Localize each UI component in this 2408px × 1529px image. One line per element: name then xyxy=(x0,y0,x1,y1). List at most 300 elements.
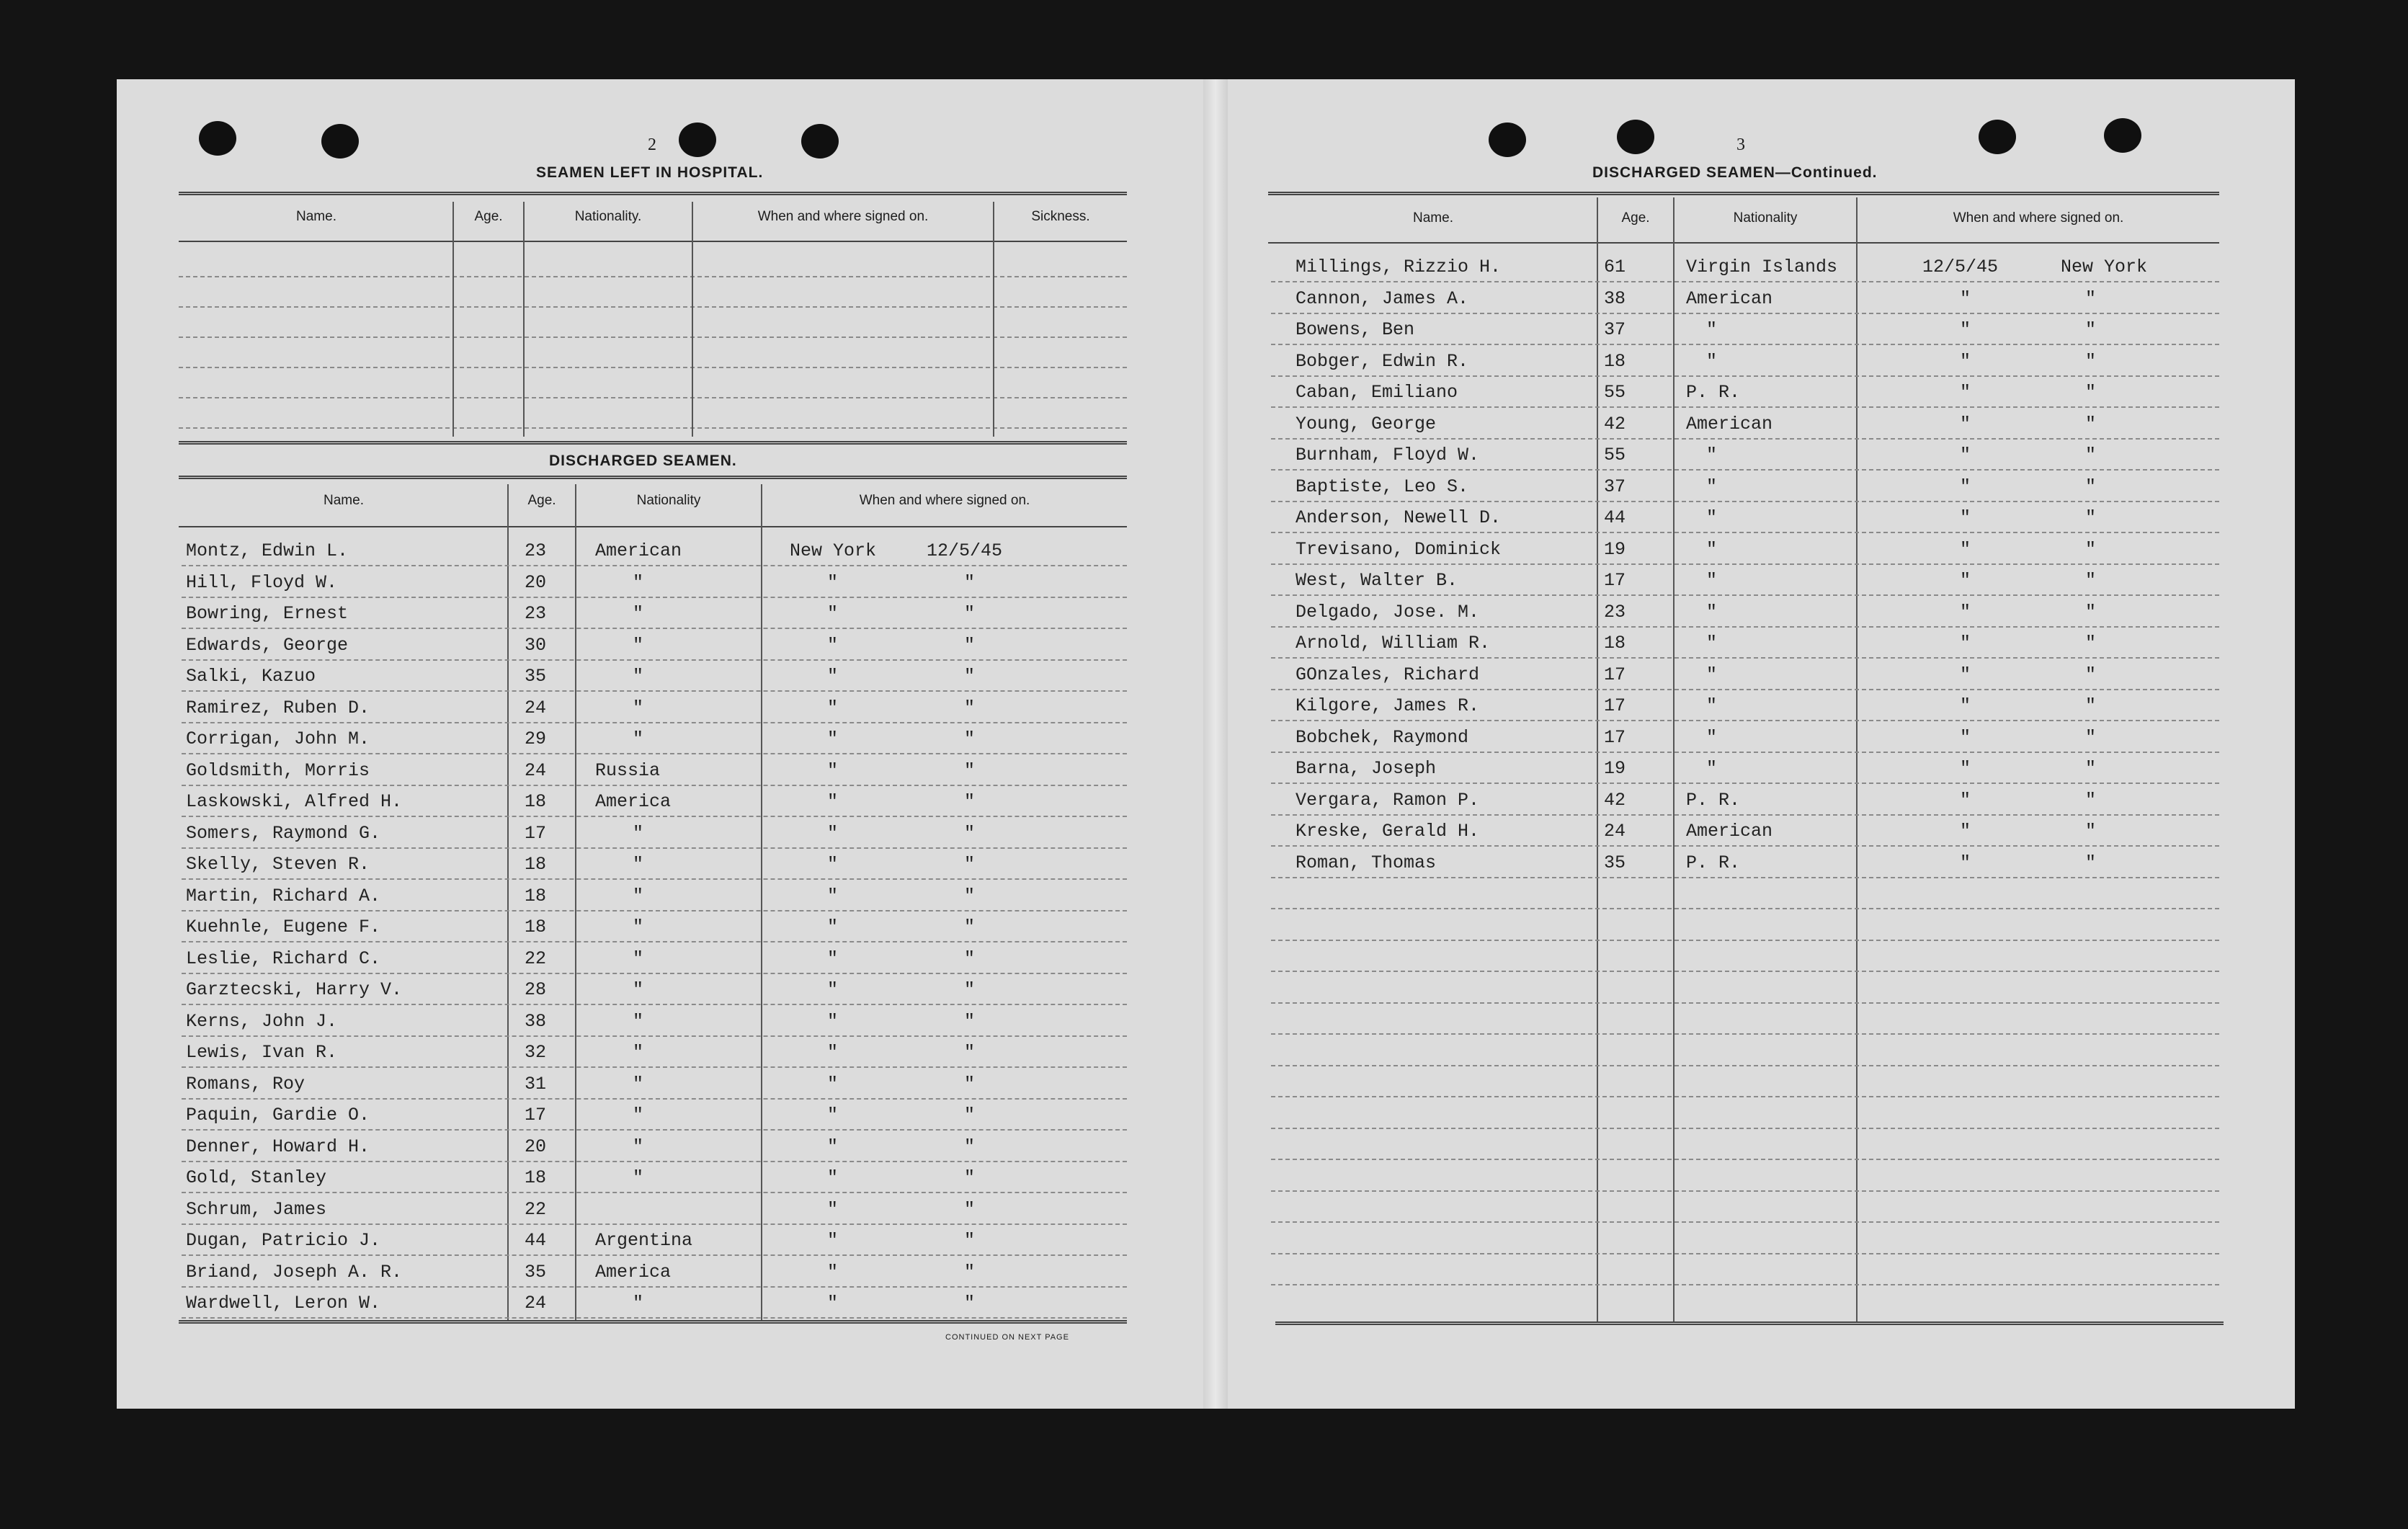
seaman-age: 37 xyxy=(1604,476,1626,497)
seaman-name: Bowring, Ernest xyxy=(186,603,349,624)
seaman-nationality: American xyxy=(1686,414,1773,434)
seaman-name: Ramirez, Ruben D. xyxy=(186,697,370,718)
seaman-name: Garztecski, Harry V. xyxy=(186,979,403,1000)
signed-on-where: " xyxy=(827,1011,839,1032)
continued-section-title: DISCHARGED SEAMEN—Continued. xyxy=(1592,164,1878,181)
seaman-age: 24 xyxy=(1604,821,1626,842)
hospital-row-line xyxy=(179,276,1127,277)
seaman-name: Anderson, Newell D. xyxy=(1296,507,1502,528)
seaman-age: 32 xyxy=(525,1042,547,1063)
blank-row-line xyxy=(1271,1033,2219,1035)
seaman-nationality: " xyxy=(1706,695,1718,716)
seaman-age: 17 xyxy=(1604,664,1626,685)
signed-on-where: " xyxy=(827,979,839,1000)
seaman-name: Bowens, Ben xyxy=(1296,319,1415,340)
signed-on-when: " xyxy=(964,760,976,781)
blank-row-line xyxy=(1271,908,2219,909)
seaman-age: 55 xyxy=(1604,382,1626,403)
table-row-line xyxy=(1271,501,2219,502)
signed-on-where: " xyxy=(827,948,839,969)
hospital-col-sickness: Sickness. xyxy=(1031,209,1090,224)
signed-on-where: " xyxy=(2085,351,2097,372)
seaman-name: Vergara, Ramon P. xyxy=(1296,790,1480,811)
seaman-nationality: P. R. xyxy=(1686,790,1741,811)
signed-on-where: " xyxy=(827,728,839,749)
signed-on-where: " xyxy=(827,1074,839,1095)
seaman-name: Kerns, John J. xyxy=(186,1011,338,1032)
signed-on-where: " xyxy=(827,635,839,656)
blank-row-line xyxy=(1271,1253,2219,1254)
discharged-top-rule xyxy=(179,476,1127,481)
seaman-name: Kuehnle, Eugene F. xyxy=(186,917,381,937)
signed-on-when: " xyxy=(1960,602,1971,623)
signed-on-where: New York xyxy=(790,540,877,561)
page-fold xyxy=(1203,79,1228,1409)
seaman-nationality: " xyxy=(1706,633,1718,654)
right-bottom-rule xyxy=(1275,1321,2224,1327)
seaman-nationality: " xyxy=(633,1105,644,1125)
seaman-name: Arnold, William R. xyxy=(1296,633,1491,654)
seaman-nationality: " xyxy=(633,1074,644,1095)
hospital-header-rule xyxy=(179,241,1127,242)
table-row-line xyxy=(182,690,1127,692)
seaman-name: West, Walter B. xyxy=(1296,570,1458,591)
seaman-age: 17 xyxy=(525,1105,547,1125)
seaman-age: 44 xyxy=(1604,507,1626,528)
seaman-nationality: " xyxy=(1706,507,1718,528)
seaman-name: Corrigan, John M. xyxy=(186,728,370,749)
signed-on-when: 12/5/45 xyxy=(927,540,1003,561)
table-row-line xyxy=(182,785,1127,786)
seaman-nationality: American xyxy=(595,540,682,561)
table-row-line xyxy=(1271,375,2219,377)
seaman-name: Gold, Stanley xyxy=(186,1167,327,1188)
seaman-name: Lewis, Ivan R. xyxy=(186,1042,338,1063)
signed-on-where: " xyxy=(2085,539,2097,560)
seaman-age: 19 xyxy=(1604,539,1626,560)
seaman-age: 28 xyxy=(525,979,547,1000)
punch-hole xyxy=(199,121,236,156)
seaman-name: Burnham, Floyd W. xyxy=(1296,445,1480,465)
blank-row-line xyxy=(1271,1190,2219,1192)
signed-on-when: " xyxy=(964,791,976,812)
table-row-line xyxy=(1271,783,2219,784)
hospital-col-divider xyxy=(523,202,525,437)
signed-on-where: " xyxy=(827,854,839,875)
seaman-name: Martin, Richard A. xyxy=(186,886,381,906)
seaman-nationality: " xyxy=(633,603,644,624)
signed-on-when: " xyxy=(964,1293,976,1314)
seaman-age: 24 xyxy=(525,1293,547,1314)
signed-on-when: 12/5/45 xyxy=(1922,257,1999,277)
signed-on-when: " xyxy=(1960,414,1971,434)
seaman-age: 42 xyxy=(1604,790,1626,811)
hospital-col-divider xyxy=(993,202,994,437)
seaman-name: Young, George xyxy=(1296,414,1437,434)
signed-on-when: " xyxy=(1960,695,1971,716)
signed-on-where: " xyxy=(827,1262,839,1283)
hospital-top-rule xyxy=(179,192,1127,197)
seaman-name: Cannon, James A. xyxy=(1296,288,1469,309)
signed-on-where: " xyxy=(2085,288,2097,309)
signed-on-where: " xyxy=(827,917,839,937)
seaman-nationality: " xyxy=(633,917,644,937)
discharged-col-nationality: Nationality xyxy=(636,493,701,508)
seaman-age: 24 xyxy=(525,760,547,781)
table-row-line xyxy=(1271,594,2219,596)
seaman-name: Schrum, James xyxy=(186,1199,327,1220)
discharged-bottom-rule xyxy=(179,1320,1127,1326)
signed-on-where: " xyxy=(827,1042,839,1063)
seaman-name: Roman, Thomas xyxy=(1296,852,1437,873)
seaman-nationality: " xyxy=(633,979,644,1000)
seaman-age: 20 xyxy=(525,1136,547,1157)
seaman-age: 24 xyxy=(525,697,547,718)
seaman-nationality: Virgin Islands xyxy=(1686,257,1838,277)
signed-on-where: " xyxy=(2085,507,2097,528)
hospital-col-nationality: Nationality. xyxy=(574,209,642,224)
signed-on-where: " xyxy=(827,603,839,624)
signed-on-where: " xyxy=(827,697,839,718)
hospital-bottom-rule xyxy=(179,441,1127,447)
right-top-rule xyxy=(1268,192,2219,197)
seaman-nationality: " xyxy=(633,1167,644,1188)
signed-on-when: " xyxy=(1960,790,1971,811)
seaman-name: GOnzales, Richard xyxy=(1296,664,1480,685)
seaman-name: Montz, Edwin L. xyxy=(186,540,349,561)
signed-on-when: " xyxy=(964,1167,976,1188)
discharged-section-title: DISCHARGED SEAMEN. xyxy=(549,453,737,469)
signed-on-where: " xyxy=(827,1136,839,1157)
table-row-line xyxy=(1271,626,2219,628)
blank-row-line xyxy=(1271,1002,2219,1004)
signed-on-when: " xyxy=(964,603,976,624)
discharged-col-signed-on: When and where signed on. xyxy=(859,493,1030,508)
seaman-name: Trevisano, Dominick xyxy=(1296,539,1502,560)
discharged-col-name: Name. xyxy=(324,493,364,508)
signed-on-when: " xyxy=(964,1105,976,1125)
seaman-nationality: " xyxy=(1706,727,1718,748)
seaman-age: 17 xyxy=(1604,570,1626,591)
signed-on-where: " xyxy=(2085,319,2097,340)
table-row-line xyxy=(182,659,1127,661)
hospital-section-title: SEAMEN LEFT IN HOSPITAL. xyxy=(536,164,764,181)
signed-on-where: " xyxy=(2085,664,2097,685)
seaman-name: Leslie, Richard C. xyxy=(186,948,381,969)
seaman-name: Romans, Roy xyxy=(186,1074,306,1095)
seaman-age: 18 xyxy=(1604,351,1626,372)
table-row-line xyxy=(1271,344,2219,345)
table-row-line xyxy=(182,973,1127,974)
seaman-nationality: " xyxy=(1706,602,1718,623)
signed-on-where: " xyxy=(2085,758,2097,779)
seaman-name: Edwards, George xyxy=(186,635,349,656)
table-row-line xyxy=(1271,689,2219,690)
seaman-name: Millings, Rizzio H. xyxy=(1296,257,1502,277)
seaman-nationality: P. R. xyxy=(1686,382,1741,403)
seaman-age: 18 xyxy=(525,1167,547,1188)
seaman-age: 19 xyxy=(1604,758,1626,779)
seaman-age: 18 xyxy=(525,854,547,875)
table-row-line xyxy=(182,1317,1127,1319)
seaman-nationality: " xyxy=(633,854,644,875)
signed-on-when: " xyxy=(964,572,976,593)
seaman-name: Wardwell, Leron W. xyxy=(186,1293,381,1314)
signed-on-where: " xyxy=(827,791,839,812)
right-header-rule xyxy=(1268,242,2219,244)
signed-on-where: " xyxy=(2085,727,2097,748)
seaman-age: 20 xyxy=(525,572,547,593)
table-row-line xyxy=(1271,563,2219,565)
seaman-name: Laskowski, Alfred H. xyxy=(186,791,403,812)
right-col-name: Name. xyxy=(1413,210,1453,226)
signed-on-when: " xyxy=(1960,633,1971,654)
seaman-nationality: " xyxy=(633,823,644,844)
table-row-line xyxy=(182,1286,1127,1288)
seaman-name: Hill, Floyd W. xyxy=(186,572,338,593)
seaman-nationality: " xyxy=(1706,351,1718,372)
seaman-nationality: " xyxy=(633,1293,644,1314)
seaman-nationality: " xyxy=(633,697,644,718)
table-row-line xyxy=(1271,532,2219,533)
seaman-nationality: " xyxy=(1706,319,1718,340)
signed-on-when: " xyxy=(1960,382,1971,403)
table-row-line xyxy=(182,816,1127,817)
signed-on-when: " xyxy=(964,728,976,749)
signed-on-where: " xyxy=(827,666,839,687)
seaman-nationality: Argentina xyxy=(595,1230,693,1251)
blank-row-line xyxy=(1271,1128,2219,1129)
seaman-name: Salki, Kazuo xyxy=(186,666,316,687)
seaman-age: 61 xyxy=(1604,257,1626,277)
table-row-line xyxy=(1271,313,2219,314)
blank-row-line xyxy=(1271,1284,2219,1285)
signed-on-when: " xyxy=(964,948,976,969)
signed-on-when: " xyxy=(964,1262,976,1283)
seaman-age: 55 xyxy=(1604,445,1626,465)
hospital-col-divider xyxy=(452,202,454,437)
punch-hole xyxy=(1489,122,1526,157)
seaman-nationality: " xyxy=(633,572,644,593)
signed-on-when: " xyxy=(964,635,976,656)
right-col-divider xyxy=(1856,197,1858,1321)
seaman-nationality: " xyxy=(633,728,644,749)
signed-on-when: " xyxy=(964,979,976,1000)
punch-hole xyxy=(1979,120,2016,154)
seaman-age: 29 xyxy=(525,728,547,749)
discharged-header-rule xyxy=(179,526,1127,527)
seaman-age: 38 xyxy=(1604,288,1626,309)
hospital-col-divider xyxy=(692,202,693,437)
table-row-line xyxy=(1271,281,2219,282)
seaman-nationality: " xyxy=(633,886,644,906)
signed-on-where: " xyxy=(827,1167,839,1188)
right-col-divider xyxy=(1673,197,1675,1321)
table-row-line xyxy=(182,1223,1127,1225)
punch-hole xyxy=(801,124,839,159)
seaman-nationality: " xyxy=(1706,758,1718,779)
signed-on-when: " xyxy=(1960,288,1971,309)
table-row-line xyxy=(182,878,1127,880)
signed-on-where: " xyxy=(2085,821,2097,842)
seaman-age: 35 xyxy=(1604,852,1626,873)
signed-on-where: " xyxy=(2085,570,2097,591)
seaman-nationality: America xyxy=(595,1262,672,1283)
seaman-age: 35 xyxy=(525,1262,547,1283)
seaman-age: 42 xyxy=(1604,414,1626,434)
seaman-name: Skelly, Steven R. xyxy=(186,854,370,875)
signed-on-when: " xyxy=(964,823,976,844)
signed-on-where: " xyxy=(827,572,839,593)
signed-on-where: " xyxy=(2085,382,2097,403)
blank-row-line xyxy=(1271,1221,2219,1223)
punch-hole xyxy=(321,124,359,159)
seaman-age: 35 xyxy=(525,666,547,687)
discharged-col-divider xyxy=(761,484,762,1320)
seaman-age: 18 xyxy=(525,886,547,906)
signed-on-when: " xyxy=(964,1230,976,1251)
signed-on-when: " xyxy=(964,1074,976,1095)
seaman-nationality: " xyxy=(633,1136,644,1157)
table-row-line xyxy=(182,565,1127,566)
seaman-name: Goldsmith, Morris xyxy=(186,760,370,781)
seaman-nationality: " xyxy=(633,635,644,656)
seaman-nationality: " xyxy=(1706,570,1718,591)
signed-on-where: New York xyxy=(2061,257,2148,277)
table-row-line xyxy=(1271,814,2219,816)
signed-on-when: " xyxy=(1960,445,1971,465)
punch-hole xyxy=(679,122,716,157)
seaman-nationality: " xyxy=(1706,539,1718,560)
seaman-name: Paquin, Gardie O. xyxy=(186,1105,370,1125)
right-col-age: Age. xyxy=(1621,210,1650,226)
table-row-line xyxy=(1271,845,2219,847)
signed-on-where: " xyxy=(2085,414,2097,434)
table-row-line xyxy=(182,1161,1127,1162)
table-row-line xyxy=(1271,657,2219,659)
seaman-name: Bobger, Edwin R. xyxy=(1296,351,1469,372)
signed-on-where: " xyxy=(827,1199,839,1220)
seaman-nationality: " xyxy=(633,666,644,687)
table-row-line xyxy=(1271,438,2219,440)
table-row-line xyxy=(1271,406,2219,408)
seaman-age: 22 xyxy=(525,948,547,969)
signed-on-when: " xyxy=(964,917,976,937)
signed-on-where: " xyxy=(827,1293,839,1314)
continued-note: CONTINUED ON NEXT PAGE xyxy=(945,1333,1069,1342)
discharged-col-divider xyxy=(575,484,576,1320)
seaman-nationality: " xyxy=(1706,664,1718,685)
table-row-line xyxy=(1271,469,2219,471)
punch-hole xyxy=(2104,118,2141,153)
hospital-col-age: Age. xyxy=(474,209,503,224)
table-row-line xyxy=(182,1035,1127,1037)
signed-on-where: " xyxy=(2085,602,2097,623)
seaman-age: 23 xyxy=(1604,602,1626,623)
table-row-line xyxy=(182,847,1127,849)
seaman-age: 38 xyxy=(525,1011,547,1032)
signed-on-when: " xyxy=(1960,507,1971,528)
seaman-age: 18 xyxy=(525,791,547,812)
seaman-name: Dugan, Patricio J. xyxy=(186,1230,381,1251)
seaman-nationality: " xyxy=(633,1011,644,1032)
signed-on-when: " xyxy=(1960,821,1971,842)
seaman-nationality: P. R. xyxy=(1686,852,1741,873)
seaman-age: 23 xyxy=(525,540,547,561)
punch-hole xyxy=(1617,120,1654,154)
blank-row-line xyxy=(1271,1096,2219,1097)
seaman-age: 22 xyxy=(525,1199,547,1220)
blank-row-line xyxy=(1271,1065,2219,1066)
signed-on-when: " xyxy=(964,1136,976,1157)
hospital-col-name: Name. xyxy=(296,209,336,224)
seaman-nationality: American xyxy=(1686,288,1773,309)
seaman-name: Bobchek, Raymond xyxy=(1296,727,1469,748)
table-row-line xyxy=(182,1004,1127,1005)
seaman-name: Briand, Joseph A. R. xyxy=(186,1262,403,1283)
signed-on-where: " xyxy=(2085,852,2097,873)
signed-on-when: " xyxy=(1960,758,1971,779)
table-row-line xyxy=(1271,877,2219,878)
seaman-name: Denner, Howard H. xyxy=(186,1136,370,1157)
seaman-age: 37 xyxy=(1604,319,1626,340)
blank-row-line xyxy=(1271,940,2219,941)
signed-on-where: " xyxy=(2085,790,2097,811)
seaman-nationality: " xyxy=(1706,445,1718,465)
signed-on-where: " xyxy=(827,760,839,781)
signed-on-when: " xyxy=(964,666,976,687)
table-row-line xyxy=(1271,752,2219,753)
seaman-nationality: American xyxy=(1686,821,1773,842)
seaman-age: 17 xyxy=(1604,695,1626,716)
signed-on-when: " xyxy=(1960,664,1971,685)
seaman-name: Barna, Joseph xyxy=(1296,758,1437,779)
table-row-line xyxy=(182,1192,1127,1193)
seaman-nationality: Russia xyxy=(595,760,661,781)
signed-on-where: " xyxy=(827,1230,839,1251)
seaman-name: Kreske, Gerald H. xyxy=(1296,821,1480,842)
table-row-line xyxy=(182,941,1127,942)
right-col-nationality: Nationality xyxy=(1733,210,1798,226)
hospital-row-line xyxy=(179,306,1127,308)
signed-on-when: " xyxy=(964,697,976,718)
table-row-line xyxy=(1271,720,2219,721)
hospital-col-signed-on: When and where signed on. xyxy=(757,209,929,224)
table-row-line xyxy=(182,1066,1127,1068)
seaman-nationality: " xyxy=(633,948,644,969)
table-row-line xyxy=(182,1098,1127,1100)
right-col-signed-on: When and where signed on. xyxy=(1953,210,2124,226)
signed-on-when: " xyxy=(1960,539,1971,560)
seaman-name: Baptiste, Leo S. xyxy=(1296,476,1469,497)
table-row-line xyxy=(182,753,1127,754)
signed-on-when: " xyxy=(1960,727,1971,748)
right-col-divider xyxy=(1597,197,1598,1321)
signed-on-where: " xyxy=(2085,476,2097,497)
signed-on-where: " xyxy=(2085,633,2097,654)
page-number: 3 xyxy=(1736,135,1745,154)
signed-on-when: " xyxy=(964,854,976,875)
blank-row-line xyxy=(1271,971,2219,972)
blank-row-line xyxy=(1271,1159,2219,1160)
table-row-line xyxy=(182,1129,1127,1131)
seaman-nationality: America xyxy=(595,791,672,812)
seaman-nationality: " xyxy=(633,1042,644,1063)
signed-on-where: " xyxy=(2085,445,2097,465)
seaman-age: 30 xyxy=(525,635,547,656)
signed-on-when: " xyxy=(964,1042,976,1063)
hospital-row-line xyxy=(179,427,1127,429)
